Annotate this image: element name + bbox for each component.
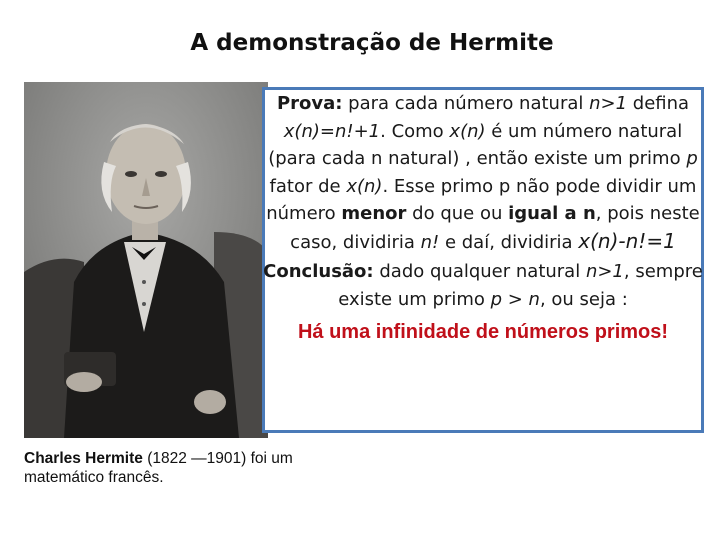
conclusion-paragraph: [262, 258, 704, 313]
slide-title: A demonstração de Hermite: [190, 30, 554, 56]
text-span: e daí, dividiria: [439, 231, 579, 253]
caption-text: (1822 —1901) foi um matemático francês.: [24, 450, 293, 486]
math-expr: n>1: [589, 93, 628, 114]
proof-label: Prova:: [276, 93, 343, 114]
math-expr: n!: [420, 231, 440, 253]
bold-word: igual a n: [508, 203, 596, 224]
text-span: é um número natural (para cada n natural) , então existe um primo: [268, 120, 687, 169]
conclusion-highlight: Há uma infinidade de números primos!: [297, 321, 669, 343]
text-span: . Como: [380, 120, 450, 142]
caption-name: Charles Hermite: [24, 450, 143, 467]
math-expr: x(n)-n!=1: [578, 228, 676, 253]
text-span: , pois neste caso, dividiria: [290, 203, 700, 253]
text-span: defina: [627, 93, 690, 114]
conclusion-label: Conclusão:: [263, 261, 374, 282]
proof-paragraph: [262, 90, 704, 256]
photo-caption: [24, 449, 354, 487]
math-expr: x(n)=n!+1: [283, 120, 381, 142]
bold-word: menor: [341, 203, 407, 224]
math-expr: n>1: [585, 261, 624, 282]
text-span: fator de: [269, 175, 347, 197]
portrait-illustration: [24, 82, 268, 438]
math-expr: p > n: [490, 288, 540, 310]
text-span: para cada número natural: [342, 93, 590, 114]
proof-text: [262, 90, 704, 346]
text-span: do que ou: [406, 203, 509, 224]
math-expr: p: [686, 148, 698, 169]
math-expr: x(n): [449, 120, 486, 142]
text-span: . Esse primo p não pode dividir um número: [266, 175, 697, 224]
text-span: dado qualquer natural: [373, 261, 586, 282]
text-span: , sempre existe um primo: [338, 261, 703, 310]
text-span: , ou seja :: [539, 288, 628, 310]
math-expr: x(n): [346, 175, 383, 197]
hermite-portrait: [24, 82, 268, 438]
